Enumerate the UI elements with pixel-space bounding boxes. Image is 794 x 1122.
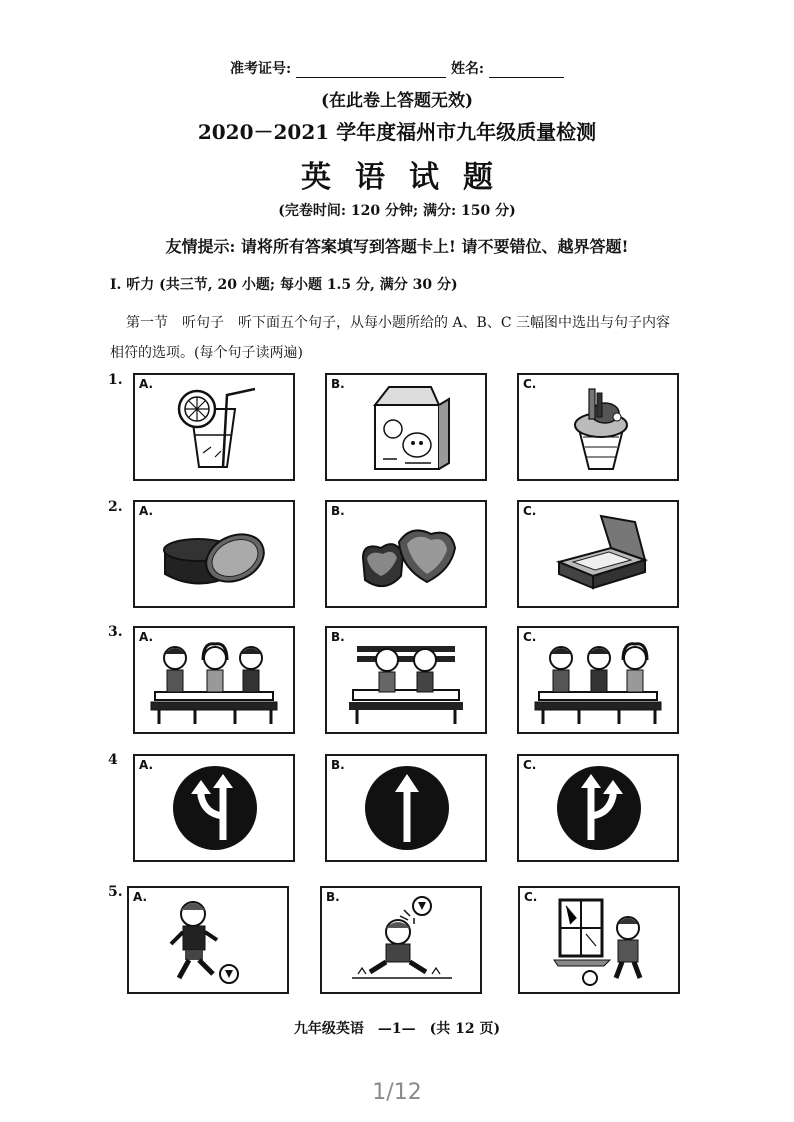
option-label: A. <box>139 630 154 644</box>
three-kids-bench-icon <box>519 628 677 732</box>
option-box <box>133 373 295 481</box>
exam-id-label: 准考证号: <box>230 61 292 77</box>
question-number: 5. <box>108 884 123 900</box>
option-box <box>325 500 487 608</box>
option-label: A. <box>139 504 154 518</box>
milk-carton-icon <box>327 375 485 479</box>
option-label: B. <box>331 758 345 772</box>
broken-window-icon <box>520 888 678 992</box>
option-label: C. <box>523 377 537 391</box>
question-number: 2. <box>108 499 123 515</box>
instructions-line-2: 相符的选项。(每个句子读两遍) <box>110 345 303 361</box>
question-number: 1. <box>108 372 123 388</box>
invalid-note: (在此卷上答题无效) <box>320 91 474 111</box>
left-or-straight-sign-icon <box>135 756 293 860</box>
straight-only-sign-icon <box>327 756 485 860</box>
section-title: I. 听力 (共三节, 20 小题; 每小题 1.5 分, 满分 30 分) <box>110 277 458 293</box>
page-indicator: 1/12 <box>372 1080 422 1105</box>
three-kids-bench-icon <box>135 628 293 732</box>
exam-id-name-line <box>0 58 794 78</box>
option-box <box>517 754 679 862</box>
option-box <box>517 373 679 481</box>
option-box <box>127 886 289 994</box>
option-box <box>325 626 487 734</box>
name-label: 姓名: <box>450 61 485 77</box>
option-box <box>133 754 295 862</box>
option-box <box>517 500 679 608</box>
option-label: A. <box>139 377 154 391</box>
instructions-line-1: 第一节 听句子 听下面五个句子，从每小题所给的 A、B、C 三幅图中选出与句子内容 <box>126 315 671 331</box>
option-label: C. <box>523 630 537 644</box>
option-box <box>320 886 482 994</box>
option-box <box>133 500 295 608</box>
boy-hit-by-ball-icon <box>322 888 480 992</box>
time-score-note: (完卷时间: 120 分钟; 满分: 150 分) <box>278 203 516 219</box>
option-box <box>518 886 680 994</box>
subject-title: 英语试题 <box>301 160 517 195</box>
option-label: C. <box>523 758 537 772</box>
round-box-icon <box>135 502 293 606</box>
straight-or-right-sign-icon <box>519 756 677 860</box>
option-label: C. <box>524 890 538 904</box>
option-label: B. <box>331 630 345 644</box>
option-box <box>325 373 487 481</box>
option-label: C. <box>523 504 537 518</box>
heart-box-icon <box>327 502 485 606</box>
boy-kicking-ball-icon <box>129 888 287 992</box>
option-label: B. <box>331 504 345 518</box>
square-box-icon <box>519 502 677 606</box>
option-box <box>133 626 295 734</box>
question-number: 3. <box>108 624 123 640</box>
instructions <box>110 308 710 368</box>
reminder-note: 友情提示: 请将所有答案填写到答题卡上! 请不要错位、越界答题! <box>165 237 629 256</box>
exam-id-blank <box>296 63 446 78</box>
option-label: B. <box>326 890 340 904</box>
juice-glass-icon <box>135 375 293 479</box>
name-blank <box>489 63 564 78</box>
option-label: A. <box>133 890 148 904</box>
option-label: B. <box>331 377 345 391</box>
exam-title: 2020－2021 学年度福州市九年级质量检测 <box>197 120 597 144</box>
ice-cream-icon <box>519 375 677 479</box>
two-kids-bench-icon <box>327 628 485 732</box>
option-label: A. <box>139 758 154 772</box>
option-box <box>517 626 679 734</box>
question-number: 4 <box>108 752 118 768</box>
page-footer: 九年级英语 —1— (共 12 页) <box>293 1021 501 1037</box>
option-box <box>325 754 487 862</box>
